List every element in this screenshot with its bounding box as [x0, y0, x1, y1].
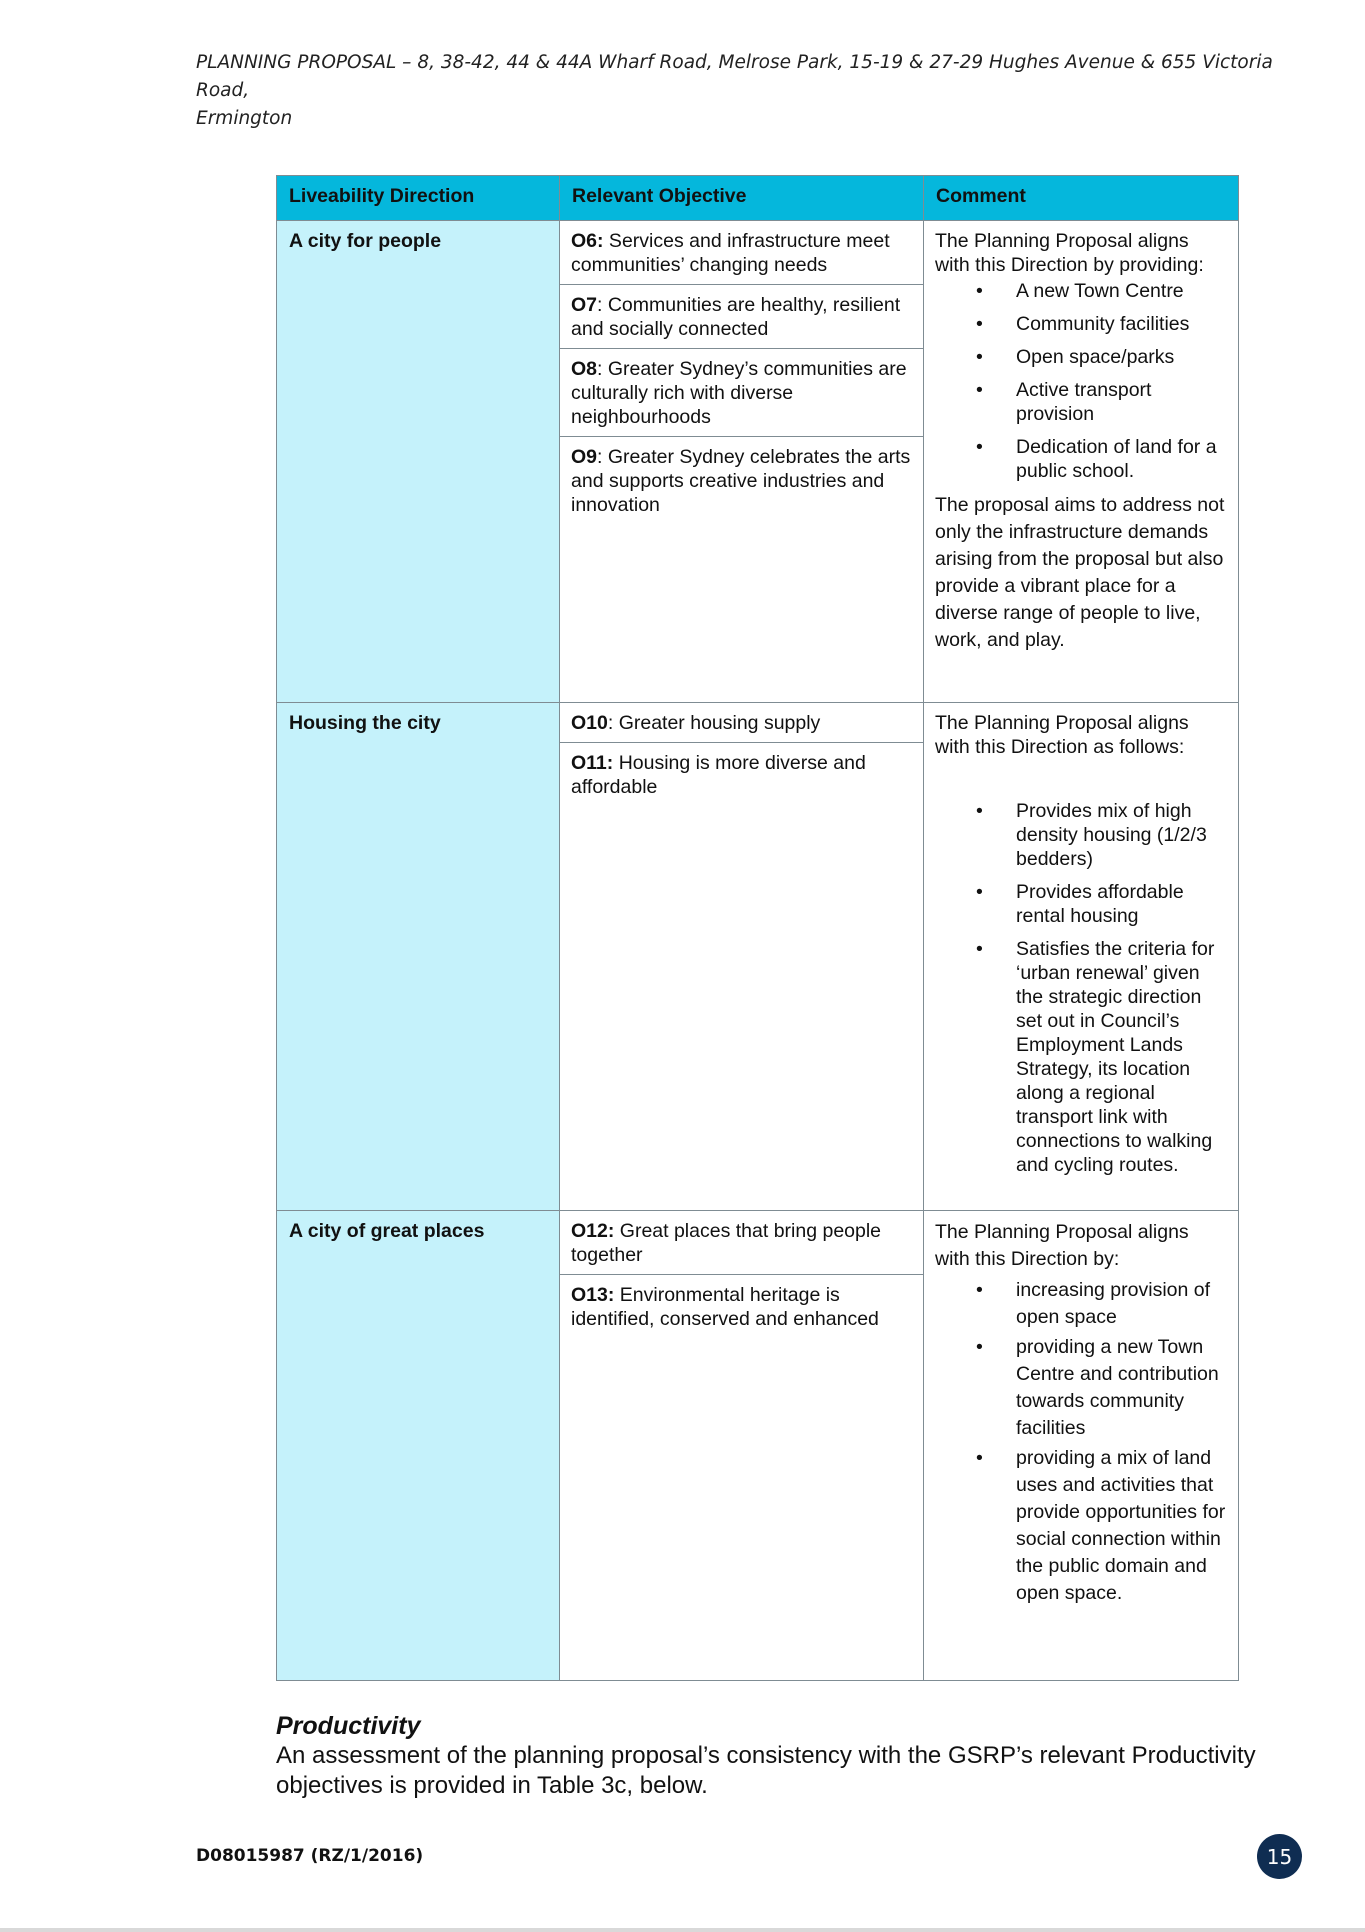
comment-intro: The Planning Proposal aligns with this Direction as follows:	[935, 712, 1189, 758]
document-reference: D08015987 (RZ/1/2016)	[196, 1846, 424, 1866]
bullet-text: Open space/parks	[1016, 346, 1175, 368]
objective-code: O6:	[571, 230, 604, 252]
table-row	[277, 703, 1239, 1211]
bullet-text: Provides mix of high density housing (1/2/3 bedders)	[1016, 800, 1207, 870]
comment-bullets	[935, 279, 1228, 483]
objective-text: : Greater Sydney celebrates the arts and supports creative industries and innovation	[571, 446, 911, 516]
bullet-icon: •	[976, 1447, 983, 1469]
bullet-item	[935, 1277, 1228, 1331]
objectives-cell	[560, 221, 924, 703]
comment-cell	[924, 221, 1239, 703]
bullet-icon: •	[976, 800, 983, 822]
objective-code: O13:	[571, 1284, 615, 1306]
objective-code: O7	[571, 294, 598, 316]
direction-cell: A city for people	[277, 221, 560, 703]
bullet-text: Provides affordable rental housing	[1016, 881, 1184, 927]
column-header-comment: Comment	[924, 176, 1239, 221]
bullet-text: A new Town Centre	[1016, 280, 1184, 302]
bullet-icon: •	[976, 379, 983, 401]
comment-cell	[924, 703, 1239, 1211]
comment-intro: The Planning Proposal aligns with this Direction by providing:	[935, 230, 1204, 276]
objective-text: Great places that bring people together	[571, 1220, 882, 1266]
page-number-badge: 15	[1257, 1834, 1302, 1879]
objective-item	[560, 703, 923, 743]
objective-code: O12:	[571, 1220, 615, 1242]
bullet-item	[935, 880, 1228, 928]
objective-code: O10	[571, 712, 608, 734]
bullet-icon: •	[976, 938, 983, 960]
bullet-item	[935, 1445, 1228, 1607]
page-header	[196, 49, 1296, 133]
section-heading: Productivity	[276, 1712, 421, 1740]
objective-item	[560, 1211, 923, 1275]
objectives-cell	[560, 703, 924, 1211]
bullet-text: providing a new Town Centre and contribution towards community facilities	[1016, 1336, 1219, 1439]
comment-bullets	[935, 1277, 1228, 1607]
bullet-item	[935, 799, 1228, 871]
objective-item	[560, 349, 923, 437]
direction-cell: Housing the city	[277, 703, 560, 1211]
bullet-text: increasing provision of open space	[1016, 1279, 1211, 1328]
objective-text: Environmental heritage is identified, conserved and enhanced	[571, 1284, 879, 1330]
objective-text: : Communities are healthy, resilient and socially connected	[571, 294, 901, 340]
liveability-table	[276, 175, 1239, 1681]
table-row	[277, 1211, 1239, 1681]
bullet-text: Community facilities	[1016, 313, 1190, 335]
bullet-text: providing a mix of land uses and activities that provide opportunities for social connection within the public domain and open space.	[1016, 1447, 1226, 1604]
objective-code: O11:	[571, 752, 614, 774]
objective-item	[560, 437, 923, 524]
bullet-item	[935, 435, 1228, 483]
page-bottom-divider	[0, 1928, 1365, 1932]
column-header-objective: Relevant Objective	[560, 176, 924, 221]
bullet-item	[935, 937, 1228, 1177]
bullet-icon: •	[976, 280, 983, 302]
comment-cell	[924, 1211, 1239, 1681]
comment-outro: The proposal aims to address not only the infrastructure demands arising from the proposal but also provide a vibrant place for a diverse range of people to live, work, and play.	[935, 494, 1225, 651]
section-paragraph: An assessment of the planning proposal’s consistency with the GSRP’s relevant Productivity objectives is provided in Table 3c, below.	[276, 1742, 1256, 1799]
direction-cell: A city of great places	[277, 1211, 560, 1681]
bullet-icon: •	[976, 436, 983, 458]
bullet-icon: •	[976, 313, 983, 335]
objective-item	[560, 221, 923, 285]
objective-item	[560, 285, 923, 349]
bullet-icon: •	[976, 1279, 983, 1301]
bullet-text: Satisfies the criteria for ‘urban renewal’ given the strategic direction set out in Council’s Employment Lands Strategy, its location along a regional transport link with connections to walking and cycling routes.	[1016, 938, 1215, 1176]
objective-text: : Greater housing supply	[607, 712, 821, 734]
objective-text: Housing is more diverse and affordable	[571, 752, 866, 798]
bullet-item	[935, 1334, 1228, 1442]
comment-intro: The Planning Proposal aligns with this Direction by:	[935, 1221, 1189, 1270]
comment-bullets	[935, 799, 1228, 1177]
objective-item	[560, 743, 923, 806]
header-line-2: Ermington	[196, 108, 293, 129]
bullet-item	[935, 279, 1228, 303]
bullet-item	[935, 378, 1228, 426]
table-row	[277, 221, 1239, 703]
bullet-text: Active transport provision	[1016, 379, 1152, 425]
objective-code: O8	[571, 358, 598, 380]
bullet-icon: •	[976, 346, 983, 368]
objective-text: Services and infrastructure meet communities’ changing needs	[571, 230, 890, 276]
table-header-row	[277, 176, 1239, 221]
bullet-item	[935, 312, 1228, 336]
bullet-icon: •	[976, 881, 983, 903]
objective-code: O9	[571, 446, 598, 468]
header-line-1: PLANNING PROPOSAL – 8, 38-42, 44 & 44A Wharf Road, Melrose Park, 15-19 & 27-29 Hughes Avenue & 655 Victoria Road,	[196, 52, 1273, 101]
objectives-cell	[560, 1211, 924, 1681]
objective-text: : Greater Sydney’s communities are culturally rich with diverse neighbourhoods	[571, 358, 907, 428]
bullet-text: Dedication of land for a public school.	[1016, 436, 1217, 482]
column-header-direction: Liveability Direction	[277, 176, 560, 221]
objective-item	[560, 1275, 923, 1338]
bullet-icon: •	[976, 1336, 983, 1358]
bullet-item	[935, 345, 1228, 369]
